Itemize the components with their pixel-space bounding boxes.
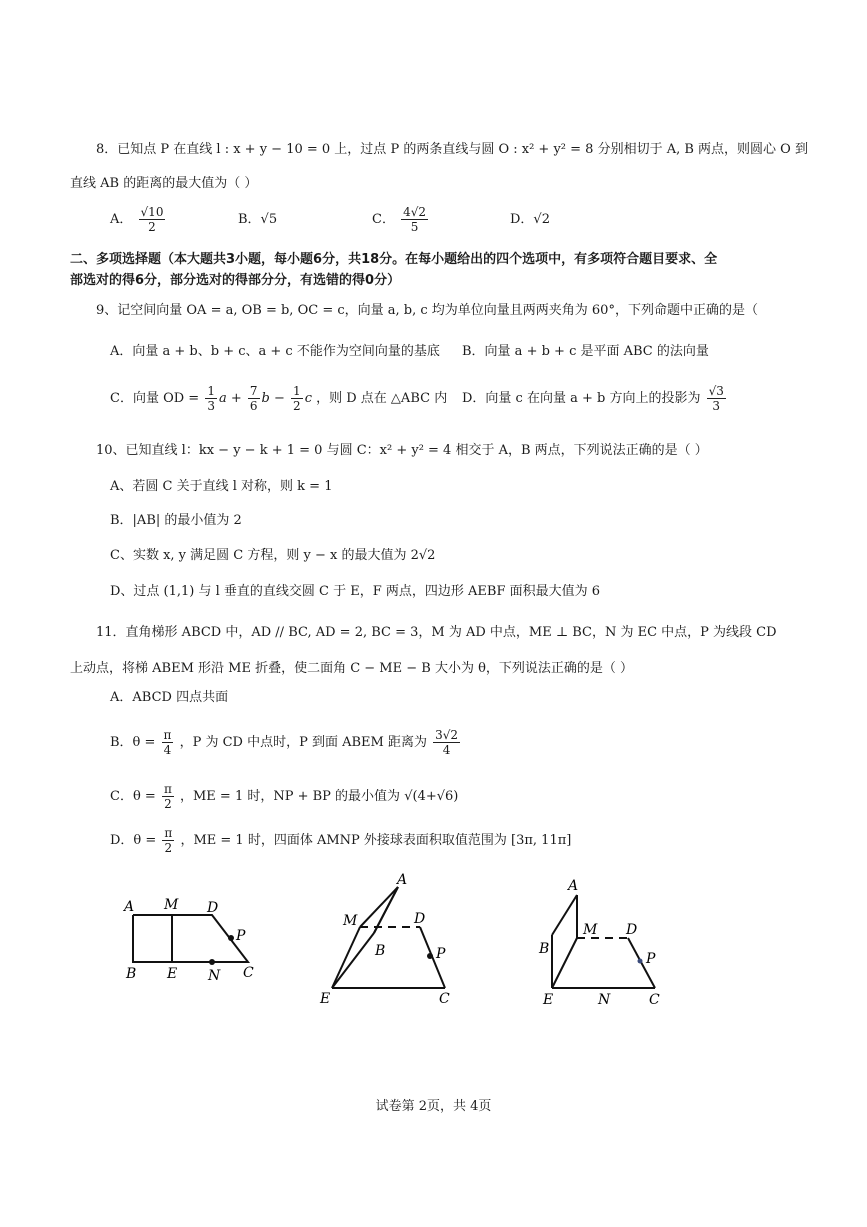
figure-3-label-E: E	[543, 992, 554, 1008]
q8-stem-line2: 直线 AB 的距离的最大值为（ ）	[70, 176, 258, 191]
q8-option-d: D．√2	[510, 212, 550, 227]
figure-1-label-P: P	[236, 928, 246, 944]
q8-option-b: B．√5	[238, 212, 278, 227]
figure-2-edge-MA	[360, 887, 398, 927]
q8-option-c-fraction	[401, 205, 428, 234]
figure-3-label-N: N	[598, 992, 611, 1008]
figure-3-point-P	[638, 959, 643, 964]
q11-option-b-middle: ，P 为 CD 中点时，P 到面 ABEM 距离为	[179, 735, 427, 750]
q11-option-b	[110, 728, 462, 757]
figure-3-label-D: D	[626, 922, 638, 938]
figure-2-label-E: E	[320, 991, 331, 1007]
q8-option-c	[372, 205, 430, 234]
q11-option-b-value-fraction	[433, 728, 460, 757]
q8-stem-line1: 8．已知点 P 在直线 l : x + y − 10 = 0 上，过点 P 的两条直线与圆 O : x² + y² = 8 分别相切于 A, B 两点，则圆心 O 到	[96, 142, 808, 157]
q8-option-a-numerator: √10	[140, 205, 164, 219]
figure-3-perpendicular-fold	[552, 895, 655, 988]
q11-option-c-theta-fraction	[162, 782, 174, 811]
q11-option-c	[110, 782, 458, 811]
q11-option-d-prefix: D．θ =	[110, 833, 157, 848]
figure-2-label-D: D	[414, 911, 426, 927]
figure-2-folded	[332, 887, 445, 988]
q11-option-c-theta-numerator: π	[163, 782, 172, 796]
q11-option-c-theta-denominator: 2	[164, 797, 172, 811]
q10-option-d: D、过点 (1,1) 与 l 垂直的直线交圆 C 于 E，F 两点，四边形 AEBF 面积最大值为 6	[110, 584, 601, 599]
q11-option-b-prefix: B．θ =	[110, 735, 156, 750]
q8-option-c-label: C．	[372, 212, 395, 227]
figure-1-label-E: E	[167, 966, 178, 982]
q9-option-c-fraction-3-numerator: 1	[293, 384, 301, 398]
q9-option-b: B．向量 a + b + c 是平面 ABC 的法向量	[462, 344, 709, 359]
figure-1-point-N	[209, 959, 215, 965]
q9-option-c-fraction-1	[205, 384, 217, 413]
figure-3-label-M: M	[583, 922, 598, 938]
q8-option-a-fraction	[139, 205, 166, 234]
q9-option-c: C．向量 OD = $\frac{1}{3}$ a + $\frac{7}{6}$ b − $\frac{1}{2}$ c ，则 D 点在 △ABC 内	[110, 384, 448, 413]
page-footer: 试卷第 2页，共 4页	[375, 1099, 492, 1114]
figure-3-label-C: C	[649, 992, 660, 1008]
figure-3-label-A: A	[568, 878, 579, 894]
q9-option-d-prefix: D．向量 c 在向量 a + b 方向上的投影为	[462, 391, 701, 406]
figure-1-label-B: B	[126, 966, 137, 982]
q11-option-b-value-denominator: 4	[442, 743, 451, 757]
q11-stem-line2: 上动点，将梯 ABEM 形沿 ME 折叠，使二面角 C − ME − B 大小为 θ，下列说法正确的是（ ）	[70, 661, 634, 676]
section-multiple-choice-header-line2: 部选对的得6分，部分选对的得部分分，有选错的得0分）	[70, 273, 401, 288]
q8-option-a-label: A．	[110, 212, 133, 227]
q11-option-b-value-numerator: 3√2	[435, 728, 459, 742]
q11-option-c-suffix: ，ME = 1 时，NP + BP 的最小值为 √(4+√6)	[179, 789, 459, 804]
q11-option-b-theta-numerator: π	[163, 728, 172, 742]
section-multiple-choice-header-line1: 二、多项选择题（本大题共3小题，每小题6分，共18分。在每小题给出的四个选项中，有多项符合题目要求、全	[70, 252, 718, 267]
q9-option-c-fraction-2-numerator: 7	[249, 384, 258, 398]
q9-option-c-fraction-3	[291, 384, 303, 413]
q8-option-a-denominator: 2	[148, 220, 156, 234]
q8-option-a	[110, 205, 167, 234]
figure-2-label-A: A	[397, 872, 408, 888]
figure-1-label-C: C	[243, 965, 254, 981]
q11-figures	[0, 870, 867, 1020]
q9-option-c-fraction-2-denominator: 6	[249, 399, 258, 413]
q11-option-c-prefix: C．θ =	[110, 789, 156, 804]
figure-2-label-C: C	[439, 991, 450, 1007]
figure-3-edge-ME	[552, 938, 577, 988]
q9-option-c-suffix: ，则 D 点在 △ABC 内	[316, 391, 448, 406]
q11-option-d	[110, 826, 571, 855]
figure-1-label-M: M	[164, 897, 179, 913]
q10-option-a: A、若圆 C 关于直线 l 对称，则 k = 1	[110, 479, 333, 494]
q11-stem-line1: 11．直角梯形 ABCD 中，AD // BC, AD = 2, BC = 3，M 为 AD 中点，ME ⊥ BC，N 为 EC 中点，P 为线段 CD	[96, 625, 777, 640]
figure-2-label-P: P	[436, 946, 446, 962]
q11-option-b-theta-denominator: 4	[163, 743, 172, 757]
figure-1-label-A: A	[124, 899, 135, 915]
figure-2-label-M: M	[343, 913, 358, 929]
q9-option-c-fraction-3-denominator: 2	[293, 399, 301, 413]
q10-stem: 10、已知直线 l：kx − y − k + 1 = 0 与圆 C：x² + y² = 4 相交于 A，B 两点，下列说法正确的是（ ）	[96, 443, 708, 458]
figure-3-label-P: P	[646, 951, 656, 967]
figure-3-edge-AB	[552, 895, 577, 935]
q11-option-d-theta-denominator: 2	[164, 841, 173, 855]
figure-2-label-B: B	[375, 943, 386, 959]
q9-option-c-fraction-2	[248, 384, 260, 413]
figure-1-label-D: D	[207, 900, 219, 916]
q10-option-c: C、实数 x, y 满足圆 C 方程，则 y − x 的最大值为 2√2	[110, 548, 436, 563]
q9-option-d	[462, 384, 728, 413]
q11-option-b-theta-fraction	[162, 728, 174, 757]
q9-option-a: A．向量 a + b、b + c、a + c 不能作为空间向量的基底	[110, 344, 440, 359]
q9-option-c-prefix: C．向量 OD =	[110, 391, 200, 406]
q9-option-d-denominator: 3	[712, 399, 721, 413]
figure-1-point-P	[228, 935, 234, 941]
q11-option-d-theta-numerator: π	[164, 826, 173, 840]
q9-stem: 9、记空间向量 OA = a, OB = b, OC = c，向量 a, b, c 均为单位向量且两两夹角为 60°，下列命题中正确的是（	[96, 303, 758, 318]
q10-option-b: B．|AB| 的最小值为 2	[110, 513, 242, 528]
q9-option-c-fraction-1-denominator: 3	[207, 399, 215, 413]
figure-2-point-P	[427, 953, 433, 959]
q11-option-d-suffix: ，ME = 1 时，四面体 AMNP 外接球表面积取值范围为 [3π, 11π]	[180, 833, 572, 848]
q8-option-c-numerator: 4√2	[403, 205, 427, 219]
q9-option-c-fraction-1-numerator: 1	[207, 384, 215, 398]
q8-option-c-denominator: 5	[410, 220, 419, 234]
q11-option-a: A．ABCD 四点共面	[110, 690, 229, 705]
figure-1-label-N: N	[208, 968, 221, 984]
figure-3-label-B: B	[539, 941, 550, 957]
q9-option-d-numerator: √3	[708, 384, 724, 398]
q9-option-d-fraction	[707, 384, 726, 413]
q11-option-d-theta-fraction	[162, 826, 174, 855]
